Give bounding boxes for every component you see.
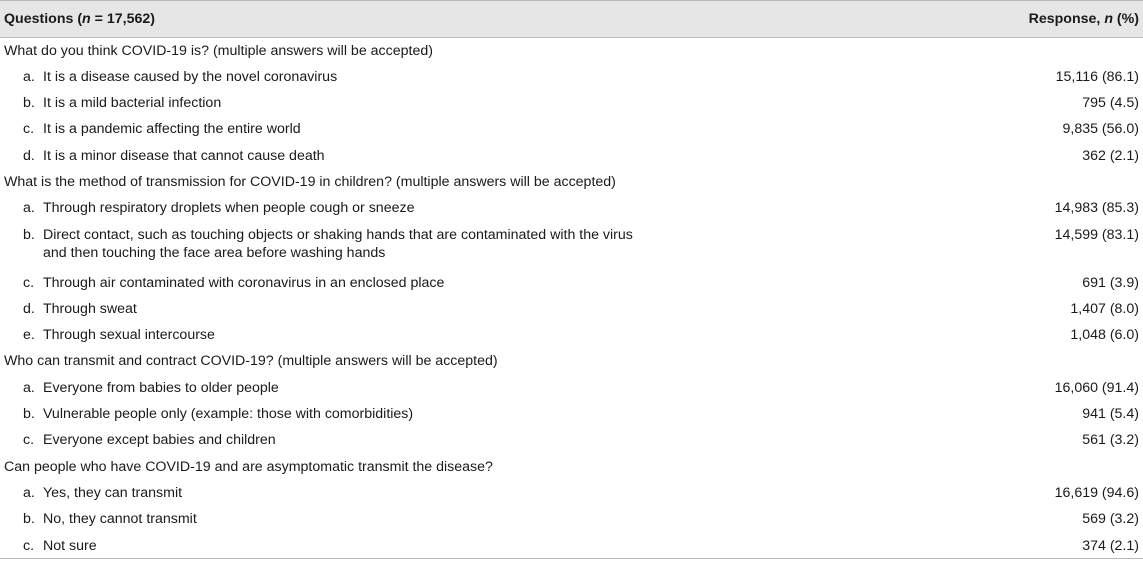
question-row — [0, 38, 1143, 64]
response-value: 1,407 (8.0) — [1070, 300, 1139, 317]
questions-header: Questions (n = 17,562) — [0, 1, 966, 38]
header-row — [0, 1, 1143, 38]
option-text: c. It is a pandemic affecting the entire world — [23, 121, 301, 138]
response-value: 14,599 (83.1) — [1054, 226, 1139, 243]
option-text: c. Not sure — [0, 533, 966, 559]
response-value: 16,619 (94.6) — [1054, 484, 1139, 501]
option-row — [0, 296, 1143, 322]
question-text: What is the method of transmission for COVID-19 in children? (multiple answers will be accepted) — [4, 173, 616, 190]
response-value: 15,116 (86.1) — [1055, 68, 1139, 85]
option-text: c. Through air contaminated with coronavirus in an enclosed place — [23, 274, 445, 291]
option-row — [0, 401, 1143, 427]
option-text: d. It is a minor disease that cannot cause death — [23, 147, 325, 164]
question-text: What do you think COVID-19 is? (multiple answers will be accepted) — [4, 43, 433, 59]
option-row — [0, 116, 1143, 142]
response-value: 561 (3.2) — [1082, 432, 1139, 449]
option-text: b. No, they cannot transmit — [23, 511, 197, 528]
question-text: Can people who have COVID-19 and are asymptomatic transmit the disease? — [4, 458, 493, 475]
option-row — [0, 64, 1143, 90]
response-value: 362 (2.1) — [1082, 147, 1139, 164]
response-value: 691 (3.9) — [1082, 274, 1139, 291]
response-value: 569 (3.2) — [1082, 511, 1139, 528]
response-value: 795 (4.5) — [1082, 95, 1139, 112]
option-row — [0, 270, 1143, 296]
response-value: 374 (2.1) — [966, 533, 1143, 559]
question-text: Who can transmit and contract COVID-19? (multiple answers will be accepted) — [4, 353, 498, 370]
response-value: 1,048 (6.0) — [1070, 327, 1139, 344]
option-row — [0, 143, 1143, 169]
option-row — [0, 427, 1143, 453]
option-text: c. Everyone except babies and children — [23, 432, 276, 449]
option-text: b. It is a mild bacterial infection — [23, 95, 222, 112]
question-row — [0, 454, 1143, 480]
option-row — [0, 90, 1143, 116]
option-row — [0, 375, 1143, 401]
option-text: b. Vulnerable people only (example: those with comorbidities) — [23, 406, 414, 423]
option-text: b. Direct contact, such as touching objects or shaking hands that are contaminated with the virus and then touching the face area before washing hands — [23, 226, 633, 261]
option-row — [0, 506, 1143, 532]
response-value: 16,060 (91.4) — [1054, 379, 1139, 396]
option-text: e. Through sexual intercourse — [23, 327, 215, 344]
option-text: a. It is a disease caused by the novel coronavirus — [23, 68, 338, 85]
response-value: 941 (5.4) — [1082, 406, 1139, 423]
response-header: Response, n (%) — [966, 1, 1143, 38]
option-text: a. Everyone from babies to older people — [23, 379, 279, 396]
option-row — [0, 195, 1143, 221]
option-row — [0, 533, 1143, 559]
option-row — [0, 322, 1143, 348]
question-row — [0, 169, 1143, 195]
option-row — [0, 222, 1143, 270]
option-text: a. Yes, they can transmit — [23, 484, 183, 501]
option-row — [0, 480, 1143, 506]
response-value: 9,835 (56.0) — [1062, 121, 1139, 138]
response-value: 14,983 (85.3) — [1054, 200, 1139, 217]
question-row — [0, 348, 1143, 374]
option-text: a. Through respiratory droplets when people cough or sneeze — [23, 200, 415, 217]
option-text: d. Through sweat — [23, 300, 137, 317]
